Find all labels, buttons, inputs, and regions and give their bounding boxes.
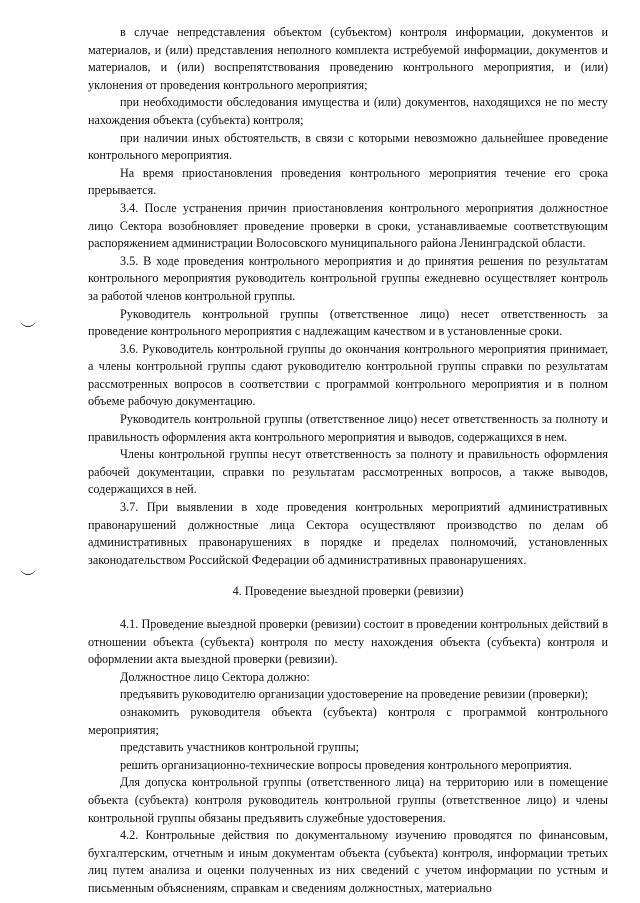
paragraph: 4.1. Проведение выездной проверки (ревизии) состоит в проведении контрольных действий в отношении объекта (субъекта) контроля по месту нахождения объекта (субъекта) контроля и оформлении акта выездной проверки (ревизии). — [88, 617, 608, 667]
paragraph: при необходимости обследования имущества и (или) документов, находящихся не по месту нахождения объекта (субъекта) контроля; — [88, 95, 608, 127]
paragraph: Должностное лицо Сектора должно: — [120, 669, 310, 684]
paragraph: Руководитель контрольной группы (ответственное лицо) несет ответственность за полноту и правильность оформления акта контрольного мероприятия и выводов, содержащихся в нем. — [88, 412, 608, 444]
document-body — [88, 24, 608, 898]
list-item: ознакомить руководителя объекта (субъекта) контроля с программой контрольного мероприятия; — [88, 704, 608, 737]
paragraph: в случае непредставления объектом (субъектом) контроля информации, документов и материалов, и (или) представления неполного комплекта истребуемой информации, документов и материалов, и (или) воспрепятствования проведению контрольного мероприятия, и (или) уклонения от проведения контрольного мероприятия; — [88, 25, 608, 92]
paragraph: 3.5. В ходе проведения контрольного мероприятия и до принятия решения по результатам контрольного мероприятия руководитель контрольной группы ежедневно осуществляет контроль за работой членов контрольной группы. — [88, 253, 608, 303]
binder-hole-mark-top — [20, 318, 36, 327]
list-item: представить участников контрольной группы; — [120, 740, 360, 755]
paragraph: 3.7. При выявлении в ходе проведения контрольных мероприятий административных правонарушений должностные лица Сектора осуществляют производство по делам об административных правонарушениях в порядке и пределах полномочий, установленных законодательством Российской Федерации об административных правонарушениях. — [88, 500, 608, 567]
list-item: решить организационно-технические вопросы проведения контрольного мероприятия. — [120, 757, 572, 772]
paragraph: Члены контрольной группы несут ответственность за полноту и правильность оформления рабочей документации, справки по результатам рассмотренных вопросов, а также выводов, содержащихся в ней. — [88, 447, 608, 497]
paragraph: На время приостановления проведения контрольного мероприятия течение его срока прерывается. — [88, 165, 608, 198]
paragraph: Руководитель контрольной группы (ответственное лицо) несет ответственность за проведение контрольного мероприятия с надлежащим качеством и в установленные сроки. — [88, 306, 608, 339]
binder-hole-mark-bottom — [20, 566, 36, 575]
paragraph: при наличии иных обстоятельств, в связи с которыми невозможно дальнейшее проведение контрольного мероприятия. — [88, 130, 608, 163]
list-item: предъявить руководителю организации удостоверение на проведение ревизии (проверки); — [120, 687, 589, 702]
paragraph: Для допуска контрольной группы (ответственного лица) на территорию или в помещение объекта (субъекта) контроля руководитель контрольной группы (ответственное лицо) и члены контрольной группы обязаны предъявить служебные удостоверения. — [88, 775, 608, 825]
paragraph: 4.2. Контрольные действия по документальному изучению проводятся по финансовым, бухгалтерским, отчетным и иным документам объекта (субъекта) контроля, информации третьих лиц путем анализа и оценки полученных из них сведений с учетом информации по устным и письменным объяснениям, справкам и сведениям должностных, материально — [88, 828, 608, 895]
paragraph: 3.4. После устранения причин приостановления контрольного мероприятия должностное лицо Сектора возобновляет проведение проверки в сроки, устанавливаемые соответствующим распоряжением администрации Волосовского муниципального района Ленинградской области. — [88, 200, 608, 251]
paragraph: 3.6. Руководитель контрольной группы до окончания контрольного мероприятия принимает, а члены контрольной группы сдают руководителю контрольной группы справки по результатам рассмотренных вопросов в соответствии с программой контрольного мероприятия и в полном объеме рабочую документацию. — [88, 341, 608, 409]
section-title: 4. Проведение выездной проверки (ревизии) — [232, 584, 464, 599]
